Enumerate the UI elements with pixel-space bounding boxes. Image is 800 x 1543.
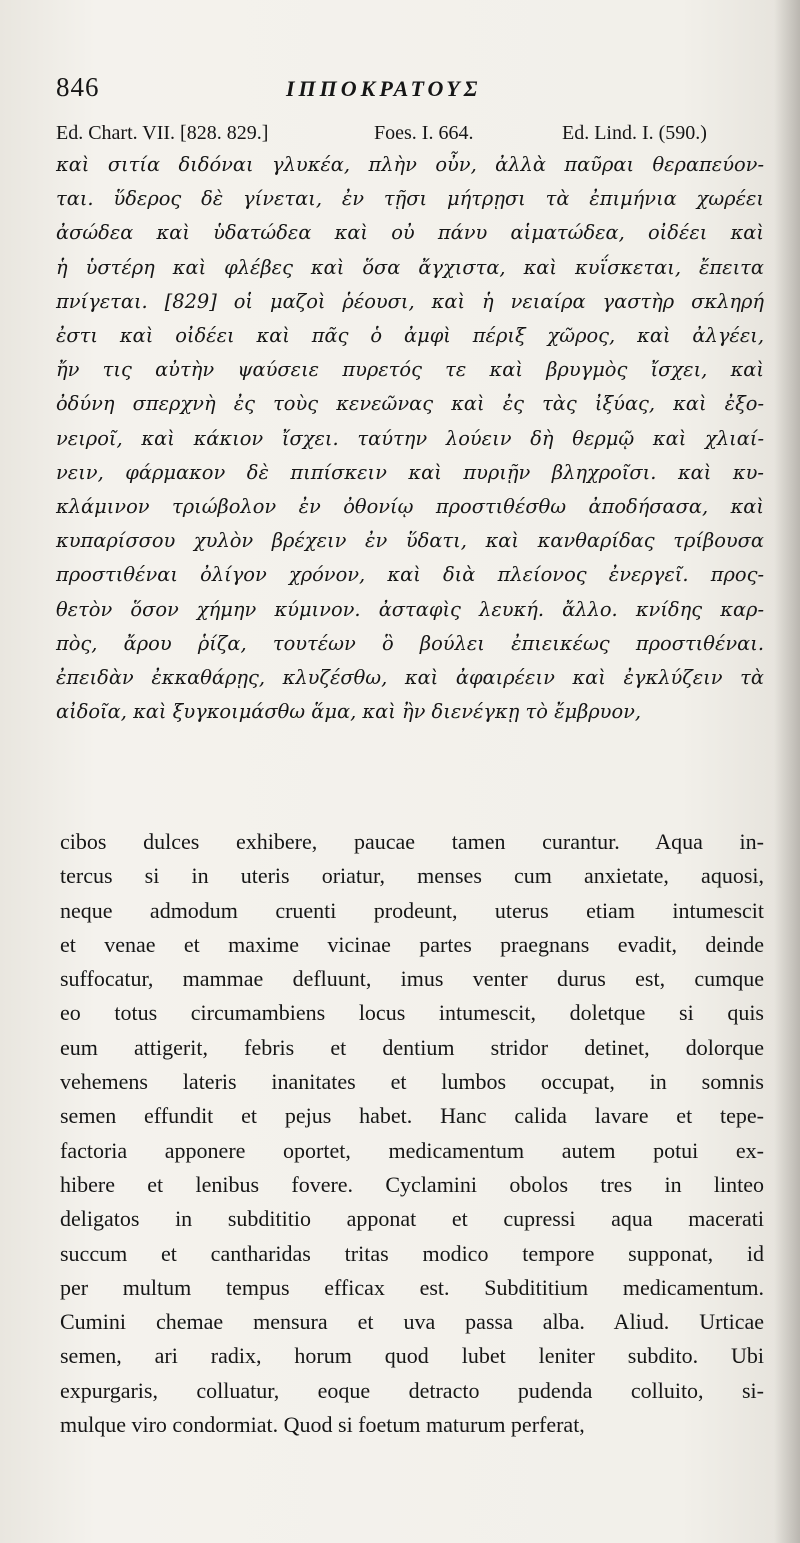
greek-text-line: ἤν τις αὐτὴν ψαύσειε πυρετός τε καὶ βρυγμὸς ἴσχει, καὶ [56,358,764,382]
greek-text-line: ὀδύνη σπερχνὴ ἐς τοὺς κενεῶνας καὶ ἐς τὰς ἰξύας, καὶ ἐξο- [56,392,764,416]
greek-text-line: ἐπειδὰν ἐκκαθάρῃς, κλυζέσθω, καὶ ἀφαιρέειν καὶ ἐγκλύζειν τὰ [56,666,764,690]
greek-text-line: ἐστι καὶ οἰδέει καὶ πᾶς ὁ ἀμφὶ πέριξ χῶρος, καὶ ἀλγέει, [56,324,764,348]
latin-text-line: per multum tempus efficax est. Subdititium medicamentum. [60,1274,764,1300]
greek-text-line: νειν, φάρμακον δὲ πιπίσκειν καὶ πυριῇν βληχροῖσι. καὶ κυ- [56,460,764,484]
greek-text-line: καὶ σιτία διδόναι γλυκέα, πλὴν οὖν, ἀλλὰ παῦραι θεραπεύον- [56,153,764,176]
latin-text-line: neque admodum cruenti prodeunt, uterus etiam intumescit [60,897,764,923]
greek-text-line: ται. ὕδερος δὲ γίνεται, ἐν τῇσι μήτρῃσι τὰ ἐπιμήνια χωρέει [56,187,764,211]
latin-text-line: vehemens lateris inanitates et lumbos occupat, in somnis [60,1069,764,1095]
page-number: 846 [56,72,100,102]
edition-chart-ref: Ed. Chart. VII. [828. 829.] [56,122,269,144]
latin-text-line: Cumini chemae mensura et uva passa alba. Aliud. Urticae [60,1309,764,1335]
latin-text-line: suffocatur, mammae defluunt, imus venter durus est, cumque [60,966,764,992]
latin-text-line: hibere et lenibus fovere. Cyclamini obolos tres in linteo [60,1171,764,1197]
greek-text-line: κλάμινον τριώβολον ἐν ὀθονίῳ προστιθέσθω ἀποδήσασα, καὶ [56,495,764,519]
latin-text-line: et venae et maxime vicinae partes praegnans evadit, deinde [60,931,764,957]
latin-text-line: semen, ari radix, horum quod lubet leniter subdito. Ubi [60,1343,764,1369]
latin-text-line: factoria apponere oportet, medicamentum autem potui ex- [60,1137,764,1163]
latin-text-line: mulque viro condormiat. Quod si foetum maturum perferat, [60,1412,585,1438]
edition-foes-ref: Foes. I. 664. [374,122,474,144]
latin-text-line: cibos dulces exhibere, paucae tamen curantur. Aqua in- [60,829,764,854]
greek-text-line: κυπαρίσσου χυλὸν βρέχειν ἐν ὕδατι, καὶ κανθαρίδας τρίβουσα [56,529,764,553]
greek-text-line: προστιθέναι ὀλίγον χρόνον, καὶ διὰ πλείονος ἐνεργεῖ. προς- [56,563,764,587]
latin-text-line: eo totus circumambiens locus intumescit, doletque si quis [60,1000,764,1026]
latin-text-line: eum attigerit, febris et dentium stridor detinet, dolorque [60,1034,764,1060]
latin-text-line: tercus si in uteris oriatur, menses cum anxietate, aquosi, [60,863,764,889]
latin-translation-block [60,825,764,1442]
greek-text-block [56,148,764,729]
greek-text-line: αἰδοῖα, καὶ ξυγκοιμάσθω ἅμα, καὶ ἢν διενέγκῃ τὸ ἔμβρυον, [56,700,642,724]
greek-text-line: θετὸν ὅσον χήμην κύμινον. ἀσταφὶς λευκή. ἄλλο. κνίδης καρ- [56,597,764,621]
latin-text-line: semen effundit et pejus habet. Hanc calida lavare et tepe- [60,1103,764,1129]
greek-text-line: ἀσώδεα καὶ ὑδατώδεα καὶ οὐ πάνυ αἱματώδεα, οἰδέει καὶ [56,221,764,245]
edition-references [56,122,776,150]
latin-text-line: expurgaris, colluatur, eoque detracto pudenda colluito, si- [60,1377,764,1403]
greek-text-line: πὸς, ἄρου ῥίζα, τουτέων ὃ βούλει ἐπιεικέως προστιθέναι. [56,631,764,655]
page-gutter-shadow [774,0,800,1543]
greek-text-line: πνίγεται. [829] οἱ μαζοὶ ῥέουσι, καὶ ἡ νειαίρα γαστὴρ σκληρή [56,289,764,313]
latin-text-line: succum et cantharidas tritas modico tempore supponat, id [60,1240,764,1266]
latin-text-line: deligatos in subdititio apponat et cupressi aqua macerati [60,1206,764,1232]
edition-lind-ref: Ed. Lind. I. (590.) [562,122,707,144]
greek-text-line: ἡ ὑστέρη καὶ φλέβες καὶ ὅσα ἄγχιστα, καὶ κυΐσκεται, ἔπειτα [56,255,764,279]
running-title: ΙΠΠΟΚΡΑΤΟΥΣ [286,76,482,101]
greek-text-line: νειροῖ, καὶ κάκιον ἴσχει. ταύτην λούειν δὴ θερμῷ καὶ χλιαί- [56,426,764,450]
page-header [56,72,776,112]
